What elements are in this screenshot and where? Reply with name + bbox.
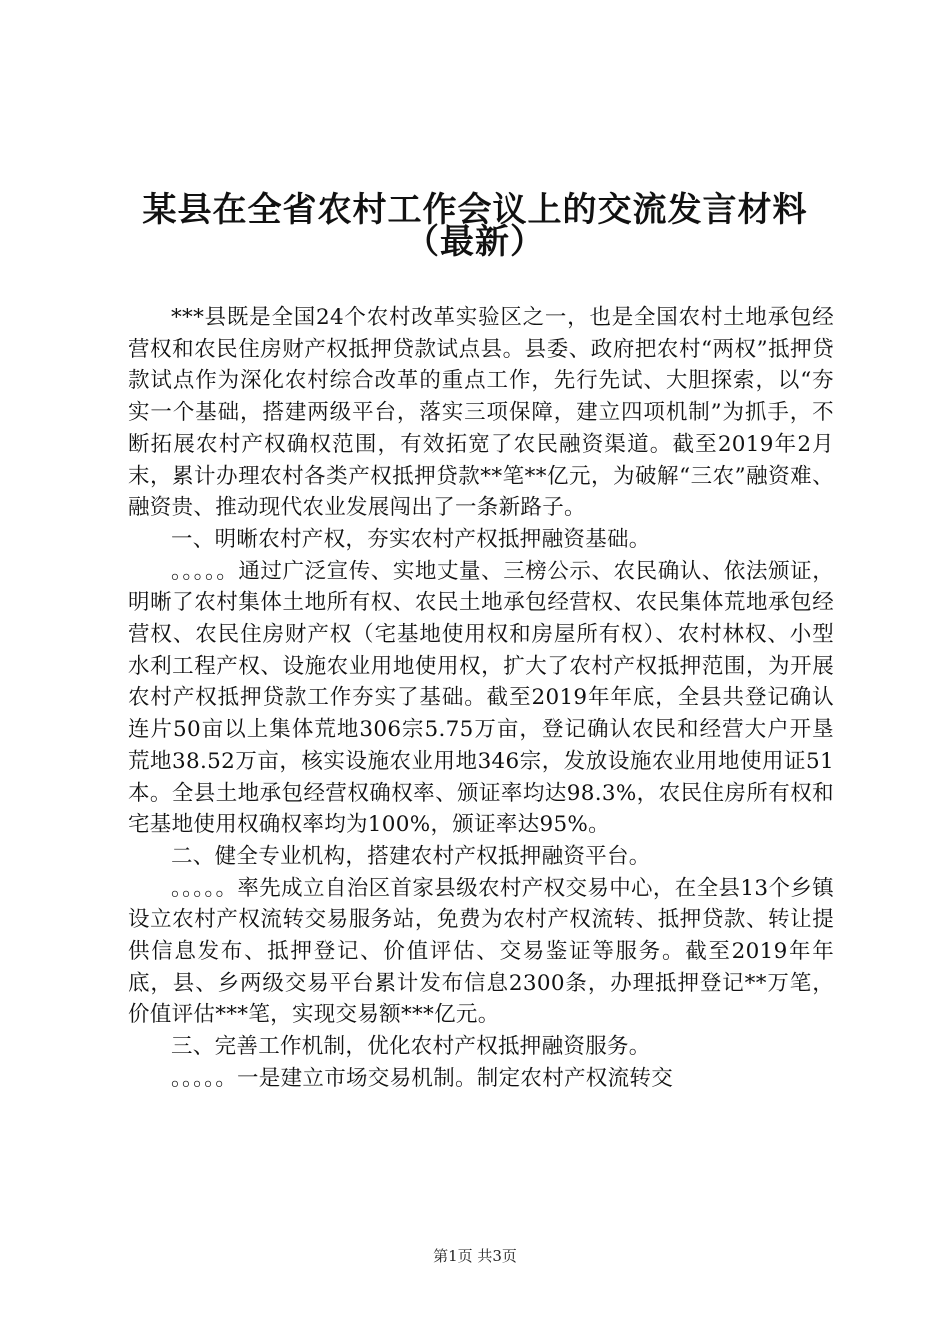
document-body [128,302,834,1095]
section-heading-2: 二、健全专业机构，搭建农村产权抵押融资平台。 [171,843,651,869]
section-heading-1: 一、明晰农村产权，夯实农村产权抵押融资基础。 [171,526,651,552]
document-title-line1: 某县在全省农村工作会议上的交流发言材料 [142,190,808,230]
paragraph-section-2: 。。。。。率先成立自治区首家县级农村产权交易中心，在全县13个乡镇设立农村产权流转交易服务站，免费为农村产权流转、抵押贷款、转让提供信息发布、抵押登记、价值评估、交易鉴证等服务。截至2019年年底，县、乡两级交易平台累计发布信息2300条，办理抵押登记**万笔，价值评估***笔，实现交易额***亿元。 [128,875,834,1028]
page-footer: 第1页 共3页 [433,1247,517,1265]
section-heading-3: 三、完善工作机制，优化农村产权抵押融资服务。 [171,1034,651,1060]
paragraph-section-1: 。。。。。通过广泛宣传、实地丈量、三榜公示、农民确认、依法颁证，明晰了农村集体土地所有权、农民土地承包经营权、农民集体荒地承包经营权、农民住房财产权（宅基地使用权和房屋所有权）、农村林权、小型水利工程产权、设施农业用地使用权，扩大了农村产权抵押范围，为开展农村产权抵押贷款工作夯实了基础。截至2019年年底，全县共登记确认连片50亩以上集体荒地306宗5.75万亩，登记确认农民和经营大户开垦荒地38.52万亩，核实设施农业用地346宗，发放设施农业用地使用证51本。全县土地承包经营权确权率、颁证率均达98.3%，农民住房所有权和宅基地使用权确权率均为100%，颁证率达95%。 [128,558,834,838]
paragraph-section-3: 。。。。。一是建立市场交易机制。制定农村产权流转交 [171,1065,674,1091]
document-title-line2: （最新） [405,222,545,262]
paragraph-intro: ***县既是全国24个农村改革实验区之一，也是全国农村土地承包经营权和农民住房财产权抵押贷款试点县。县委、政府把农村“两权”抵押贷款试点作为深化农村综合改革的重点工作，先行先试、大胆探索，以“夯实一个基础，搭建两级平台，落实三项保障，建立四项机制”为抓手，不断拓展农村产权确权范围，有效拓宽了农民融资渠道。截至2019年2月末，累计办理农村各类产权抵押贷款**笔**亿元，为破解“三农”融资难、融资贵、推动现代农业发展闯出了一条新路子。 [128,305,834,521]
